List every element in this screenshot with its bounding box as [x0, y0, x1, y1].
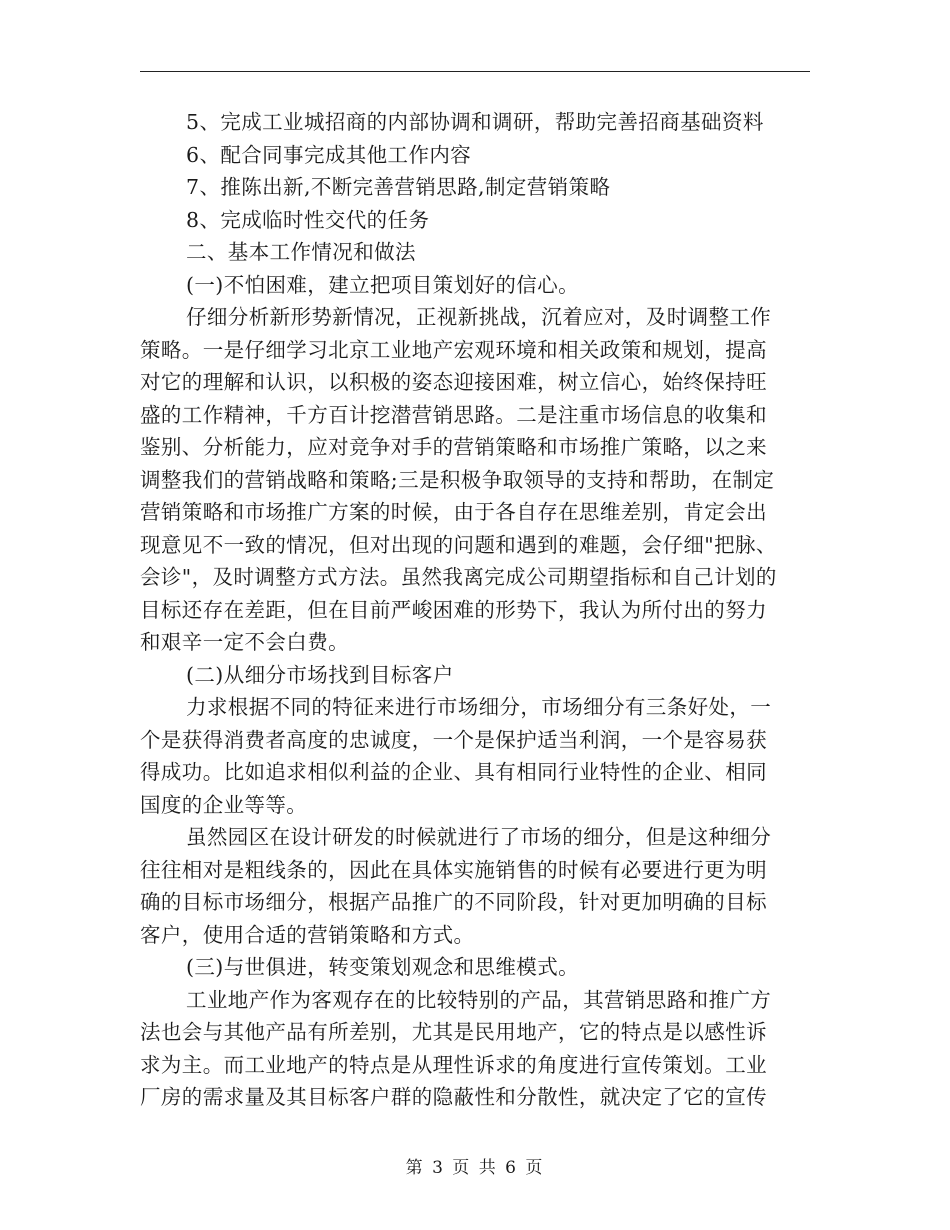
text-line: 调整我们的营销战略和策略;三是积极争取领导的支持和帮助，在制定	[140, 467, 775, 492]
text-line: 对它的理解和认识，以积极的姿态迎接困难，树立信心，始终保持旺	[140, 370, 767, 394]
header-rule	[140, 71, 810, 72]
text-line: 策略。一是仔细学习北京工业地产宏观环境和相关政策和规划，提高	[140, 337, 767, 362]
text-line: (二)从细分市场找到目标客户	[186, 662, 454, 687]
text-line: 6、配合同事完成其他工作内容	[186, 142, 472, 167]
text-line: 厂房的需求量及其目标客户群的隐蔽性和分散性，就决定了它的宣传	[140, 1085, 767, 1109]
text-line: 二、基本工作情况和做法	[186, 240, 416, 264]
page-footer: 第 3 页 共 6 页	[405, 1158, 545, 1178]
text-line: 法也会与其他产品有所差别，尤其是民用地产，它的特点是以感性诉	[140, 1020, 767, 1044]
text-line: 营销策略和市场推广方案的时候，由于各自存在思维差别，肯定会出	[140, 500, 767, 524]
text-line: 和艰辛一定不会白费。	[140, 630, 349, 654]
text-line: 虽然园区在设计研发的时候就进行了市场的细分，但是这种细分	[186, 825, 772, 849]
text-line: 往往相对是粗线条的，因此在具体实施销售的时候有必要进行更为明	[140, 857, 767, 882]
text-line: (三)与世俱进，转变策划观念和思维模式。	[186, 955, 579, 979]
text-line: 求为主。而工业地产的特点是从理性诉求的角度进行宣传策划。工业	[140, 1052, 767, 1077]
text-line: 个是获得消费者高度的忠诚度，一个是保护适当利润，一个是容易获	[140, 727, 767, 752]
text-line: 确的目标市场细分，根据产品推广的不同阶段，针对更加明确的目标	[140, 890, 767, 914]
body-text	[140, 106, 810, 1114]
text-line: 国度的企业等等。	[140, 792, 308, 817]
text-line: 仔细分析新形势新情况，正视新挑战，沉着应对，及时调整工作	[186, 305, 772, 329]
text-line: 5、完成工业城招商的内部协调和调研，帮助完善招商基础资料	[186, 110, 764, 134]
text-line: 力求根据不同的特征来进行市场细分，市场细分有三条好处，一	[186, 695, 772, 719]
text-line: 盛的工作精神，千方百计挖潜营销思路。二是注重市场信息的收集和	[140, 402, 767, 427]
text-line: 鉴别、分析能力，应对竞争对手的营销策略和市场推广策略，以之来	[140, 435, 767, 459]
text-line: 现意见不一致的情况，但对出现的问题和遇到的难题，会仔细"把脉、	[140, 532, 777, 557]
text-line: 会诊"，及时调整方式方法。虽然我离完成公司期望指标和自己计划的	[140, 565, 777, 589]
text-line: 工业地产作为客观存在的比较特别的产品，其营销思路和推广方	[186, 987, 772, 1012]
text-line: 7、推陈出新,不断完善营销思路,制定营销策略	[186, 175, 611, 199]
text-line: 目标还存在差距，但在目前严峻困难的形势下，我认为所付出的努力	[140, 597, 767, 622]
text-line: (一)不怕困难，建立把项目策划好的信心。	[186, 272, 579, 297]
text-line: 8、完成临时性交代的任务	[186, 207, 430, 232]
text-line: 客户，使用合适的营销策略和方式。	[140, 922, 475, 947]
text-line: 得成功。比如追求相似利益的企业、具有相同行业特性的企业、相同	[140, 760, 767, 784]
